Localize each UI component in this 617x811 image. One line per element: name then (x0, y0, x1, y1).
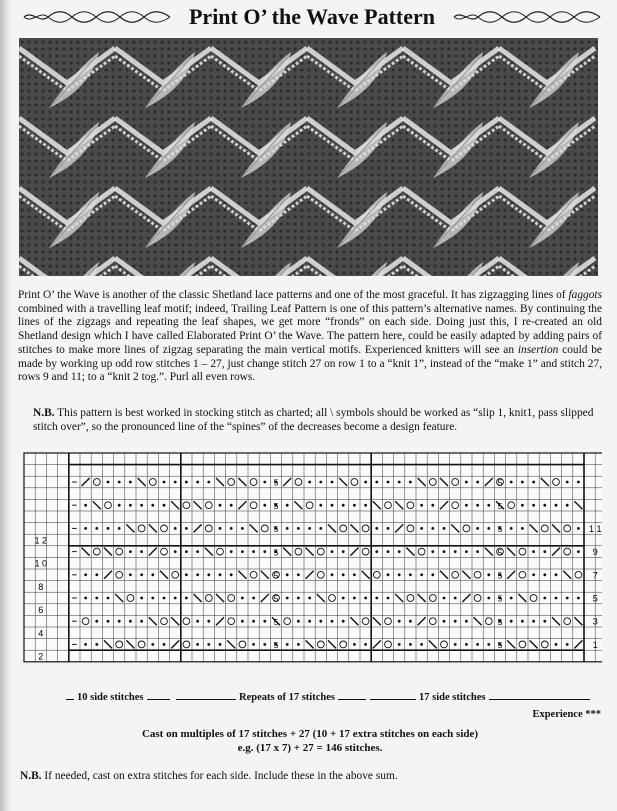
chart-cell-five: 5 (273, 500, 279, 511)
page-gutter-shadow (0, 0, 12, 811)
chart-cell-five: 5 (273, 570, 279, 581)
intro-text-1: Print O’ the Wave is another of the classic Shetland lace patterns and one of the most graceful. It has zigzagging lines of (18, 289, 569, 301)
stitch-section-labels (18, 690, 600, 708)
left-flourish-ornament (22, 10, 172, 24)
intro-text-3: could be made by working up odd row stitches 1 – 27, just change stitch 27 on row 1 to a “knit 1”, instead of the “make 1” and stitch 27, rows 9 and 11; to a “knit 2 tog.”. Purl all even rows. (18, 343, 602, 384)
row-number-right: 1 1 (588, 523, 602, 534)
intro-text-2: combined with a travelling leaf motif; indeed, Trailing Leaf Pattern is one of this pattern’s alternative names. By continuing the lines of the zigzags and repeating the leaf shapes, we get more “fronds” on each side. Doing just this, I re-created an old Shetland design which I have called Elaborated Print O’ the Wave. The pattern here, could be easily adapted by adding pairs of stitches to make more lines of zigzag separating the main vertical motifs. Experienced knitters will see an (18, 302, 602, 356)
chart-cell-five: 5 (497, 616, 503, 627)
row-number-left: 2 (38, 651, 44, 662)
cast-on-line-2: e.g. (17 x 7) + 27 = 146 stitches. (237, 742, 383, 754)
row-number-left: 1 2 (34, 535, 48, 546)
lace-swatch-photo (19, 38, 598, 276)
chart-cell-five: 5 (497, 640, 503, 651)
cast-on-instructions (100, 727, 520, 755)
chart-cell-five: 5 (273, 640, 279, 651)
chart-cell-five: 5 (497, 477, 503, 488)
row-number-right: 9 (592, 547, 598, 558)
chart-grid (24, 453, 602, 662)
intro-faggots-term: faggots (568, 289, 602, 301)
nb-note-stocking-stitch (33, 407, 605, 434)
lace-pattern-texture (19, 38, 598, 276)
intro-paragraph (18, 289, 602, 385)
label-side-right: 17 side stitches (416, 692, 489, 703)
title-row (22, 4, 602, 30)
nb-lead: N.B. (33, 407, 55, 419)
chart-cell-five: 5 (273, 616, 279, 627)
row-number-right: 7 (592, 570, 598, 581)
label-repeat: Repeats of 17 stitches (236, 692, 338, 703)
right-flourish-ornament (452, 10, 602, 24)
row-number-left: 4 (38, 628, 44, 639)
cast-on-line-1: Cast on multiples of 17 stitches + 27 (10 + 17 extra stitches on each side) (141, 728, 479, 740)
chart-cell-five: 5 (497, 570, 503, 581)
nb2-text: If needed, cast on extra stitches for each side. Include these in the above sum. (41, 770, 398, 782)
chart-cell-five: 5 (497, 500, 503, 511)
page-title: Print O’ the Wave Pattern (188, 4, 436, 29)
row-number-left: 1 0 (34, 558, 48, 569)
experience-rating: Experience *** (532, 709, 601, 720)
chart-cell-five: 5 (273, 593, 279, 604)
row-number-right: 3 (592, 616, 598, 627)
nb2-lead: N.B. (20, 770, 42, 782)
chart-cell-five: 5 (497, 593, 503, 604)
nb-note-extra-stitches (20, 770, 600, 782)
row-number-right: 1 (592, 639, 598, 650)
intro-insertion-term: insertion (517, 343, 559, 356)
chart-cell-five: 5 (497, 524, 503, 535)
row-number-left: 6 (38, 605, 44, 616)
chart-cell-five: 5 (497, 547, 503, 558)
label-side-left: 10 side stitches (74, 692, 147, 703)
chart-cell-five: 5 (273, 477, 279, 488)
row-number-left: 8 (38, 581, 44, 592)
chart-cell-five: 5 (273, 524, 279, 535)
row-number-right: 5 (592, 593, 598, 604)
nb-text: This pattern is best worked in stocking stitch as charted; all \ symbols should be worked as “slip 1, knit1, pass slipped stitch over”, so the pronounced line of the “spines” of the decreases become a design feature. (33, 407, 594, 433)
chart-cell-five: 5 (273, 547, 279, 558)
knitting-chart (16, 450, 602, 680)
